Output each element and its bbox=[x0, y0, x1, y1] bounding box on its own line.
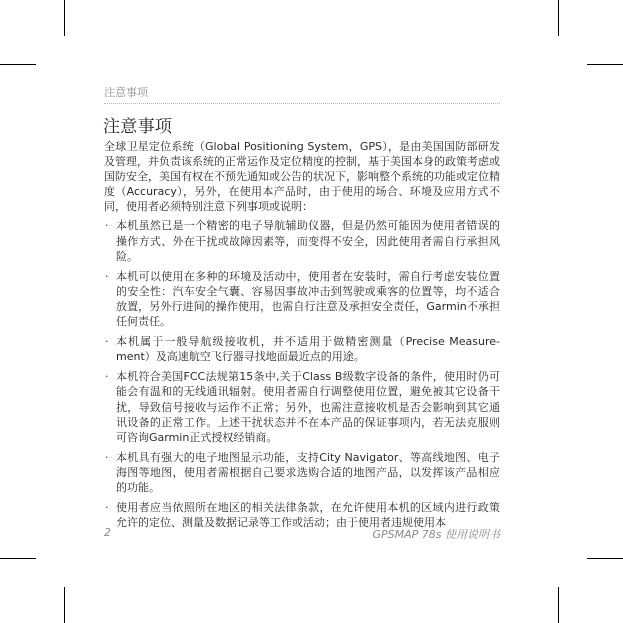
bullet-marker: · bbox=[105, 370, 109, 384]
crop-mark bbox=[558, 0, 559, 36]
page-body bbox=[104, 139, 500, 535]
page-number: 2 bbox=[104, 526, 111, 539]
crop-mark bbox=[558, 587, 559, 623]
crop-mark bbox=[64, 587, 65, 623]
list-item bbox=[104, 369, 500, 444]
list-item bbox=[104, 334, 500, 364]
list-item bbox=[104, 450, 500, 495]
intro-paragraph: 全球卫星定位系统（Global Positioning System，GPS），是由美国国防部研发及管理，并负责该系统的正常运作及定位精度的控制，基于美国本身的政策考虑或国防安全，美国有权在不预先通知或公告的状况下，影响整个系统的功能或定位精度（Accuracy），另外，在使用本产品时，由于使用的场合、环境及应用方式不同，使用者必须特别注意下列事项或说明： bbox=[104, 140, 500, 214]
list-item bbox=[104, 269, 500, 329]
crop-mark bbox=[0, 64, 36, 65]
list-item-text: 本机符合美国FCC法规第15条中,关于Class B级数字设备的条件，使用时仍可能会有温和的无线通讯辐射。使用者需自行调整使用位置，避免被其它设备干扰，导致信号接收与运作不正常；另外，也需注意接收机是否会影响到其它通讯设备的正常工作。上述干扰状态并不在本产品的保证事项内，若无法克服则可咨询Garmin正式授权经销商。 bbox=[116, 370, 500, 444]
crop-mark bbox=[64, 0, 65, 36]
bullet-marker: · bbox=[105, 501, 109, 515]
list-item-text: 使用者应当依照所在地区的相关法律条款，在允许使用本机的区域内进行政策允许的定位、测量及数据记录等工作或活动；由于使用者违规使用本 bbox=[116, 501, 500, 530]
bullet-marker: · bbox=[105, 450, 109, 464]
list-item-text: 本机属于一般导航级接收机，并不适用于做精密测量（Precise Measure-ment）及高速航空飞行器寻找地面最近点的用途。 bbox=[116, 335, 500, 364]
crop-mark bbox=[587, 64, 623, 65]
page-title: 注意事项 bbox=[103, 117, 173, 137]
bullet-marker: · bbox=[105, 269, 109, 283]
precautions-list bbox=[104, 218, 500, 530]
list-item-text: 本机虽然已是一个精密的电子导航辅助仪器，但是仍然可能因为使用者错误的操作方式、外在干扰或故障因素等，而变得不安全，因此使用者需自行承担风险。 bbox=[116, 219, 500, 263]
list-item-text: 本机可以使用在多种的环境及活动中，使用者在安装时，需自行考虑安装位置的安全性：汽车安全气囊、容易因事故冲击到驾驶或乘客的位置等，均不适合放置，另外行进间的操作使用，也需自行注意及承担安全责任，Garmin不承担任何责任。 bbox=[116, 269, 500, 329]
bullet-marker: · bbox=[105, 219, 109, 233]
list-item-text: 本机具有强大的电子地图显示功能，支持City Navigator、等高线地图、电子海图等地图，使用者需根据自己要求选购合适的地图产品，以发挥该产品相应的功能。 bbox=[116, 450, 500, 494]
crop-mark bbox=[587, 558, 623, 559]
manual-name: GPSMAP 78s 使用说明书 bbox=[372, 528, 500, 541]
bullet-marker: · bbox=[105, 335, 109, 349]
crop-mark bbox=[0, 558, 36, 559]
running-header: 注意事项 bbox=[104, 84, 500, 104]
list-item bbox=[104, 218, 500, 263]
